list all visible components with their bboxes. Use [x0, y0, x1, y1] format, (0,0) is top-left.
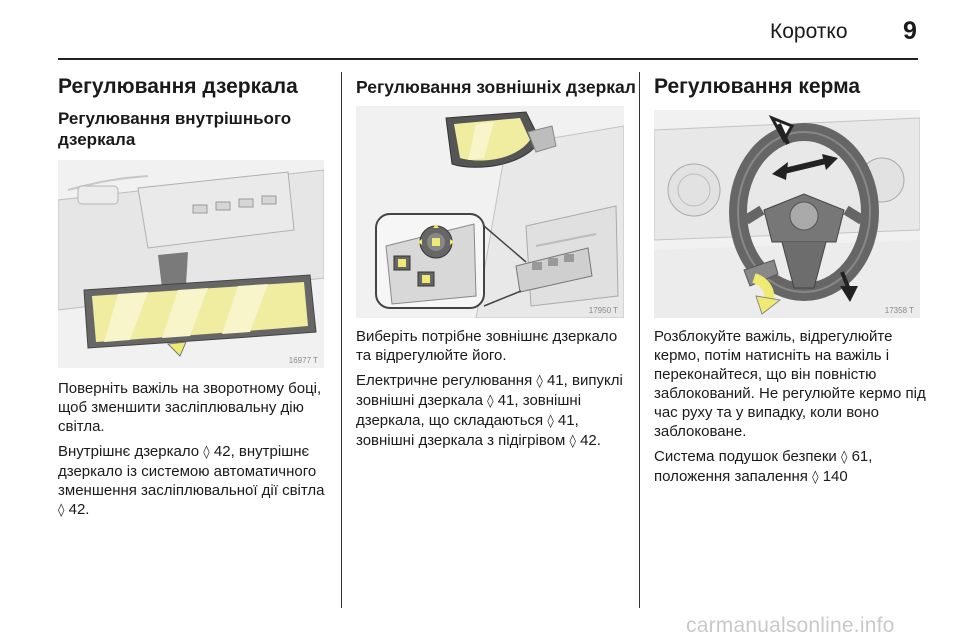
column-interior-mirror: [58, 74, 328, 150]
column-exterior-mirrors: [356, 74, 636, 100]
page-ref-icon: ◊: [203, 445, 210, 460]
paragraph-refs: Внутрішнє дзеркало ◊ 42, внутрішнє дзеркало із системою автоматичного зменшення засліплювальної дії світла ◊ 42.: [58, 443, 325, 518]
figure-interior-mirror: [58, 160, 324, 368]
page-ref[interactable]: 42: [68, 501, 86, 518]
page-number: 9: [903, 17, 917, 45]
paragraph-refs: Система подушок безпеки ◊ 61, положення запалення ◊ 140: [654, 448, 873, 485]
exterior-mirror-illustration: [356, 106, 624, 318]
watermark: carmanualsonline.info: [686, 614, 895, 637]
column-divider-1: [341, 72, 342, 608]
paragraph: Розблокуйте важіль, відрегулюйте кермо, потім натисніть на важіль і переконайтеся, що він повністю заблокований. Не регулюйте кермо під час руху та у випадку, коли воно заблоковане.: [654, 328, 926, 440]
exterior-mirrors-text: [356, 327, 632, 457]
column-steering-wheel: [654, 74, 924, 100]
page-ref[interactable]: 41: [546, 372, 564, 389]
figure-number: 17358 T: [884, 306, 914, 315]
section-title-mirror-adjust: Регулювання дзеркала: [58, 75, 298, 98]
section-title-exterior-mirrors: Регулювання зовнішніх дзеркал: [356, 77, 636, 97]
paragraph: Поверніть важіль на зворотному боці, щоб зменшити засліплювальну дію світла.: [58, 380, 322, 435]
page-ref-icon: ◊: [569, 434, 576, 449]
steering-wheel-text: [654, 327, 930, 493]
figure-number: 16977 T: [288, 356, 318, 365]
page-ref-icon: ◊: [487, 394, 494, 409]
figure-number: 17950 T: [588, 306, 618, 315]
page-ref[interactable]: 42: [213, 443, 231, 460]
page-ref[interactable]: 61: [851, 448, 869, 465]
figure-steering-wheel: [654, 110, 920, 318]
column-divider-2: [639, 72, 640, 608]
header-divider: [58, 58, 918, 60]
subsection-title-interior-mirror: Регулювання внутрішнього дзеркала: [58, 109, 292, 149]
page-ref-icon: ◊: [547, 414, 554, 429]
paragraph: Виберіть потрібне зовнішнє дзеркало та відрегулюйте його.: [356, 328, 618, 364]
page-ref-icon: ◊: [840, 450, 848, 465]
header-title: Коротко: [770, 20, 848, 43]
interior-mirror-text: [58, 379, 328, 526]
section-title-steering-adjust: Регулювання керма: [654, 75, 861, 98]
page-ref[interactable]: 41: [497, 392, 515, 409]
steering-wheel-illustration: [654, 110, 920, 318]
page-ref-icon: ◊: [812, 470, 819, 485]
paragraph-refs: Електричне регулювання ◊ 41, випуклі зовнішні дзеркала ◊ 41, зовнішні дзеркала, що складаються ◊ 41, зовнішні дзеркала з підігрівом ◊ 42.: [356, 372, 623, 449]
page-header: [0, 0, 960, 62]
page-ref-icon: ◊: [58, 503, 65, 518]
page-ref-icon: ◊: [536, 374, 543, 389]
page-ref[interactable]: 41: [557, 412, 575, 429]
page-ref[interactable]: 140: [822, 468, 848, 485]
figure-exterior-mirrors: [356, 106, 624, 318]
interior-mirror-illustration: [58, 160, 324, 368]
page-ref[interactable]: 42: [580, 432, 597, 449]
